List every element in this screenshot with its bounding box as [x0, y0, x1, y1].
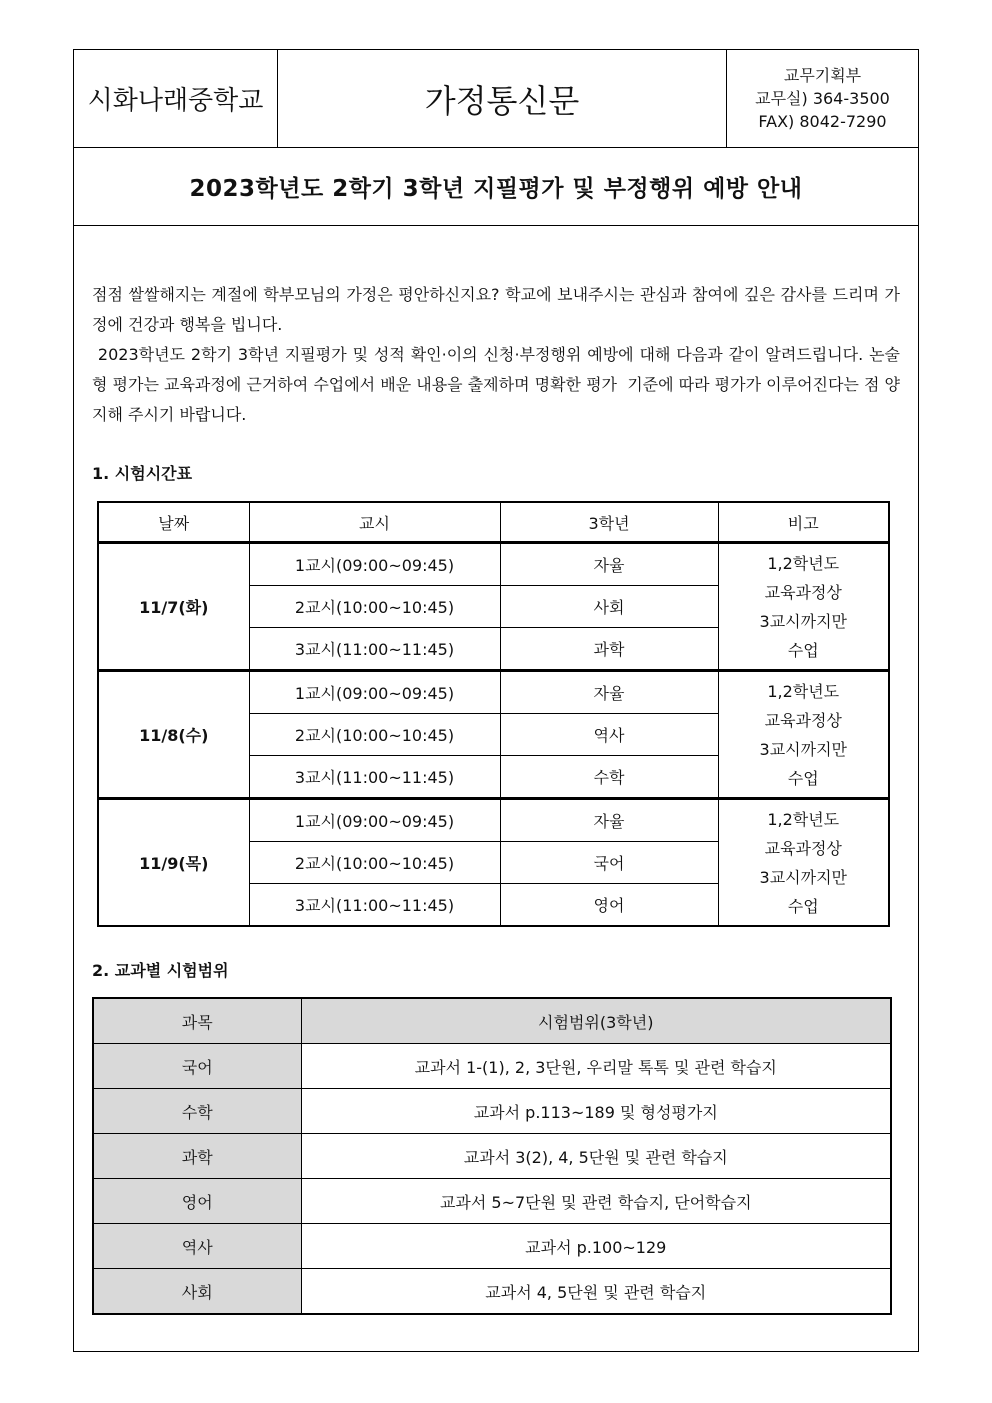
note-line: 3교시까지만 — [759, 739, 847, 759]
range-content: 교과서 p.113~189 및 형성평가지 — [301, 1089, 891, 1134]
period-time: 1교시(09:00~09:45) — [249, 543, 500, 586]
range-subject: 영어 — [93, 1179, 301, 1224]
table-row — [93, 1044, 891, 1089]
period-subject: 자율 — [500, 799, 718, 842]
range-subject: 사회 — [93, 1269, 301, 1315]
note-line: 3교시까지만 — [759, 867, 847, 887]
col-note: 비고 — [718, 502, 889, 543]
table-row — [93, 1269, 891, 1315]
period-subject: 영어 — [500, 884, 718, 927]
schedule-header-row — [98, 502, 889, 543]
table-row — [93, 1224, 891, 1269]
table-row — [98, 671, 889, 714]
period-time: 2교시(10:00~10:45) — [249, 714, 500, 756]
table-row — [93, 1179, 891, 1224]
contact-info — [727, 50, 918, 147]
period-time: 1교시(09:00~09:45) — [249, 671, 500, 714]
table-row — [98, 799, 889, 842]
letterhead — [74, 50, 918, 148]
col-range: 시험범위(3학년) — [301, 998, 891, 1044]
range-subject: 과학 — [93, 1134, 301, 1179]
note-line: 수업 — [787, 640, 819, 660]
range-content: 교과서 p.100~129 — [301, 1224, 891, 1269]
note-line: 1,2학년도 — [767, 681, 840, 701]
note-line: 1,2학년도 — [767, 809, 840, 829]
note-line: 교육과정상 — [764, 710, 842, 730]
intro-paragraph-2: 2023학년도 2학기 3학년 지필평가 및 성적 확인·이의 신청·부정행위 예방에 대해 다음과 같이 알려드립니다. 논술형 평가는 교육과정에 근거하여 수업에서 배운 내용을 출제하며 명확한 평가 기준에 따라 평가가 이루어진다는 점 양지해 주시기 바랍니다. — [92, 345, 901, 424]
intro-paragraph-1: 점점 쌀쌀해지는 계절에 학부모님의 가정은 평안하신지요? 학교에 보내주시는 관심과 참여에 깊은 감사를 드리며 가정에 건강과 행복을 빕니다. — [92, 285, 900, 334]
contact-fax: FAX) 8042-7290 — [758, 112, 887, 131]
range-subject: 수학 — [93, 1089, 301, 1134]
exam-date: 11/9(목) — [98, 799, 249, 927]
note-line: 1,2학년도 — [767, 553, 840, 573]
note-line: 3교시까지만 — [759, 611, 847, 631]
table-row — [98, 543, 889, 586]
period-time: 3교시(11:00~11:45) — [249, 628, 500, 671]
range-content: 교과서 5~7단원 및 관련 학습지, 단어학습지 — [301, 1179, 891, 1224]
note-line: 교육과정상 — [764, 838, 842, 858]
period-subject: 국어 — [500, 842, 718, 884]
range-content: 교과서 3(2), 4, 5단원 및 관련 학습지 — [301, 1134, 891, 1179]
note-line: 교육과정상 — [764, 582, 842, 602]
exam-date: 11/8(수) — [98, 671, 249, 799]
period-time: 2교시(10:00~10:45) — [249, 842, 500, 884]
section-1-heading: 1. 시험시간표 — [92, 464, 193, 483]
table-row — [93, 1134, 891, 1179]
exam-date: 11/7(화) — [98, 543, 249, 671]
range-subject: 국어 — [93, 1044, 301, 1089]
note-line: 수업 — [787, 768, 819, 788]
contact-department: 교무기획부 — [783, 66, 862, 85]
document-title: 2023학년도 2학기 3학년 지필평가 및 부정행위 예방 안내 — [74, 147, 918, 226]
period-time: 3교시(11:00~11:45) — [249, 884, 500, 927]
period-subject: 수학 — [500, 756, 718, 799]
intro-text — [92, 280, 900, 430]
newsletter-frame — [73, 49, 919, 1352]
note-line: 수업 — [787, 896, 819, 916]
newsletter-title: 가정통신문 — [278, 50, 727, 147]
col-subject: 과목 — [93, 998, 301, 1044]
range-content: 교과서 4, 5단원 및 관련 학습지 — [301, 1269, 891, 1315]
schedule-note — [718, 543, 889, 671]
col-period: 교시 — [249, 502, 500, 543]
exam-range-table — [92, 997, 892, 1315]
range-subject: 역사 — [93, 1224, 301, 1269]
period-subject: 역사 — [500, 714, 718, 756]
range-content: 교과서 1-(1), 2, 3단원, 우리말 톡톡 및 관련 학습지 — [301, 1044, 891, 1089]
period-subject: 자율 — [500, 671, 718, 714]
section-2-heading: 2. 교과별 시험범위 — [92, 961, 229, 980]
school-name: 시화나래중학교 — [74, 50, 278, 147]
period-subject: 사회 — [500, 586, 718, 628]
period-subject: 자율 — [500, 543, 718, 586]
period-time: 3교시(11:00~11:45) — [249, 756, 500, 799]
col-date: 날짜 — [98, 502, 249, 543]
period-time: 2교시(10:00~10:45) — [249, 586, 500, 628]
schedule-note — [718, 671, 889, 799]
period-time: 1교시(09:00~09:45) — [249, 799, 500, 842]
col-grade3: 3학년 — [500, 502, 718, 543]
range-header-row — [93, 998, 891, 1044]
table-row — [93, 1089, 891, 1134]
schedule-note — [718, 799, 889, 927]
contact-office-phone: 교무실) 364-3500 — [755, 89, 890, 108]
period-subject: 과학 — [500, 628, 718, 671]
exam-schedule-table — [97, 501, 890, 927]
